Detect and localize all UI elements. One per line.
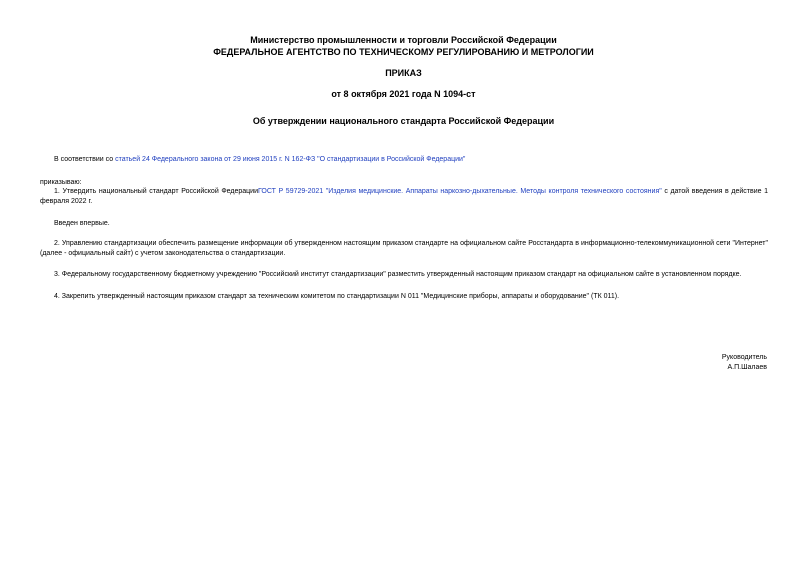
document-type: ПРИКАЗ — [385, 68, 422, 78]
order-item-2: 2. Управлению стандартизации обеспечить размещение информации об утвержденном настоящим приказом стандарте на официальном сайте Росстандарта в информационно-телекоммуникационной сети "Интернет" (далее - официальный сайт) с учетом законодательства о стандартизации. — [40, 240, 768, 257]
order-item-3: 3. Федеральному государственному бюджетному учреждению "Российский институт стандартизации" разместить утвержденный настоящим приказом стандарт на официальном сайте в установленном порядке. — [54, 271, 742, 278]
federal-law-link[interactable]: статьей 24 Федерального закона от 29 июня 2015 г. N 162-ФЗ "О стандартизации в Российской Федерации" — [115, 156, 466, 163]
item1-prefix: 1. Утвердить национальный стандарт Российской Федерации — [54, 188, 258, 195]
basis-paragraph — [54, 155, 614, 165]
document-date-number: от 8 октября 2021 года N 1094-ст — [331, 89, 476, 99]
order-item-4: 4. Закрепить утвержденный настоящим приказом стандарт за техническим комитетом по стандартизации N 011 "Медицинские приборы, аппараты и оборудование" (ТК 011). — [54, 293, 620, 300]
basis-prefix: В соответствии со — [54, 156, 116, 163]
item1-suffix: с датой введения в действие 1 февраля 2022 г. — [40, 188, 768, 205]
document-subject: Об утверждении национального стандарта Российской Федерации — [252, 116, 555, 126]
ministry-heading: Министерство промышленности и торговли Российской Федерации — [250, 35, 557, 45]
agency-heading: ФЕДЕРАЛЬНОЕ АГЕНТСТВО ПО ТЕХНИЧЕСКОМУ РЕГУЛИРОВАНИЮ И МЕТРОЛОГИИ — [213, 47, 594, 57]
order-word: приказываю: — [40, 179, 82, 186]
signature-title: Руководитель — [721, 354, 767, 361]
signature-name: А.П.Шалаев — [727, 364, 767, 371]
introduced-first-time: Введен впервые. — [54, 220, 110, 227]
gost-standard-link[interactable]: ГОСТ Р 59729-2021 "Изделия медицинские. Аппараты наркозно-дыхательные. Методы контроля технического состояния" — [257, 188, 662, 195]
order-item-1 — [40, 187, 768, 207]
